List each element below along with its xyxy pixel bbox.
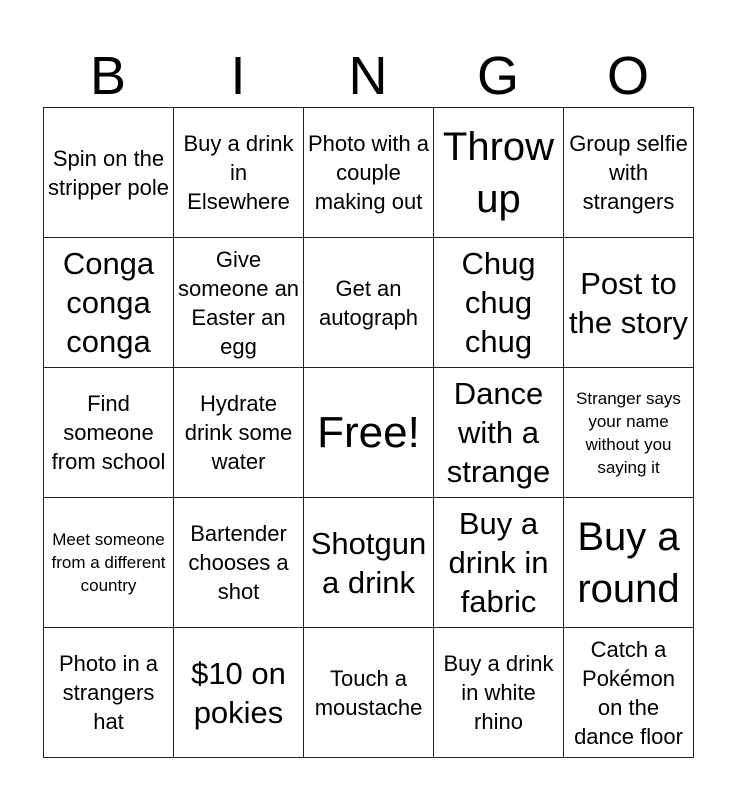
bingo-cell[interactable]: Photo in a strangers hat (44, 628, 174, 758)
bingo-cell[interactable]: Conga conga conga (44, 238, 174, 368)
bingo-cell[interactable]: Hydrate drink some water (174, 368, 304, 498)
bingo-card (43, 107, 694, 758)
bingo-cell[interactable]: Find someone from school (44, 368, 174, 498)
bingo-row (44, 368, 694, 498)
bingo-cell[interactable]: Throw up (434, 108, 564, 238)
bingo-cell[interactable]: Stranger says your name without you saying it (564, 368, 694, 498)
bingo-row (44, 238, 694, 368)
bingo-row (44, 628, 694, 758)
bingo-cell[interactable]: Buy a drink in Elsewhere (174, 108, 304, 238)
bingo-row (44, 498, 694, 628)
header-letter-o: O (606, 46, 649, 106)
bingo-cell[interactable]: Buy a drink in fabric (434, 498, 564, 628)
bingo-cell[interactable]: Photo with a couple making out (304, 108, 434, 238)
bingo-cell[interactable]: Dance with a strange (434, 368, 564, 498)
bingo-cell[interactable]: Catch a Pokémon on the dance floor (564, 628, 694, 758)
free-space[interactable]: Free! (304, 368, 434, 498)
bingo-cell[interactable]: Spin on the stripper pole (44, 108, 174, 238)
bingo-cell[interactable]: Post to the story (564, 238, 694, 368)
bingo-cell[interactable]: Chug chug chug (434, 238, 564, 368)
header-letter-b: B (89, 46, 127, 106)
bingo-cell[interactable]: Meet someone from a different country (44, 498, 174, 628)
bingo-cell[interactable]: Group selfie with strangers (564, 108, 694, 238)
header-letter-i: I (230, 46, 246, 106)
bingo-cell[interactable]: Buy a round (564, 498, 694, 628)
bingo-header (43, 44, 693, 108)
bingo-cell[interactable]: Bartender chooses a shot (174, 498, 304, 628)
bingo-cell[interactable]: Get an autograph (304, 238, 434, 368)
header-letter-n: N (348, 46, 388, 106)
header-letter-g: G (476, 46, 519, 106)
bingo-cell[interactable]: Buy a drink in white rhino (434, 628, 564, 758)
bingo-row (44, 108, 694, 238)
bingo-cell[interactable]: Give someone an Easter an egg (174, 238, 304, 368)
bingo-cell[interactable]: $10 on pokies (174, 628, 304, 758)
bingo-cell[interactable]: Shotgun a drink (304, 498, 434, 628)
bingo-cell[interactable]: Touch a moustache (304, 628, 434, 758)
